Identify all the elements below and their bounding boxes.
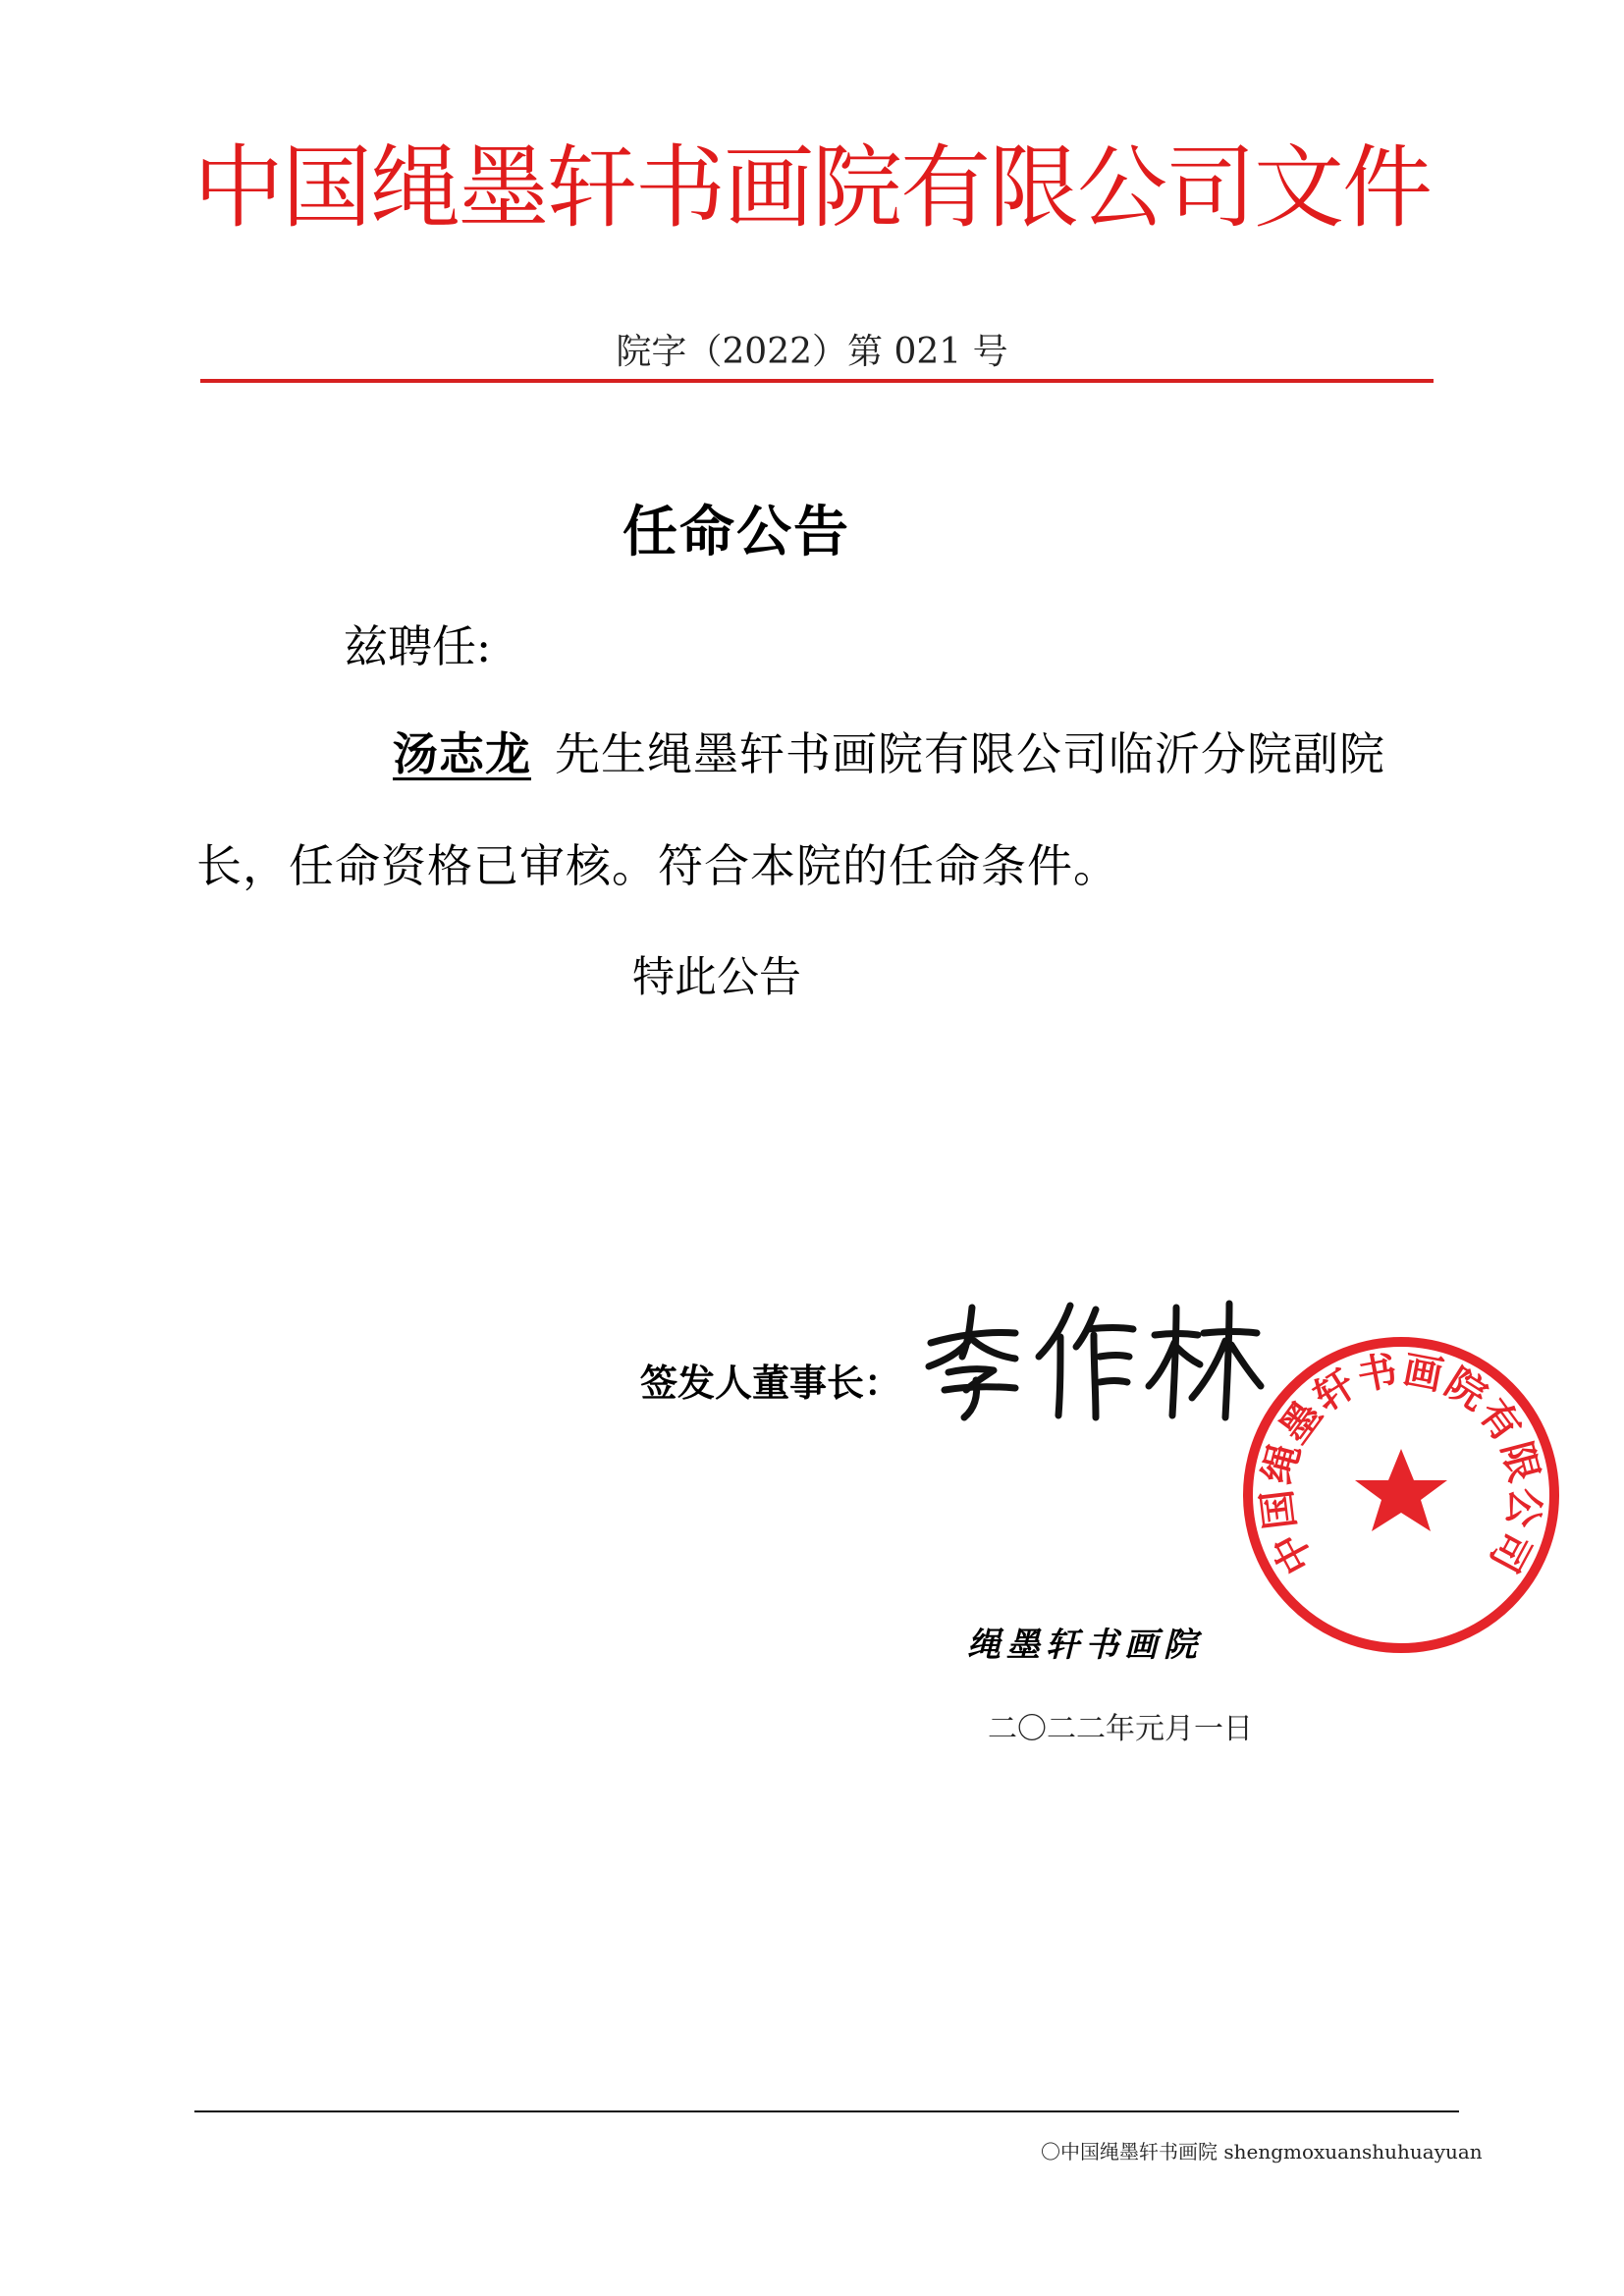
notice-greeting: 兹聘任: [344,620,492,672]
notice-title: 任命公告 [623,501,850,564]
notice-body-line-2: 长，任命资格已审核。符合本院的任命条件。 [196,839,1119,892]
company-seal [1239,1333,1563,1661]
issue-date: 二〇二二年元月一日 [988,1712,1253,1746]
seal-star-icon [1355,1449,1447,1531]
seal-image [1239,1333,1563,1657]
footer-text: 〇中国绳墨轩书画院 shengmoxuanshuhuayuan [1041,2140,1483,2163]
notice-body-line-1 [393,719,1385,783]
signature-image [913,1296,1267,1423]
footer-rule [194,2110,1459,2112]
notice-closing: 特此公告 [632,953,801,1002]
header-red-rule [200,379,1434,383]
notice-body-line-1-text: 先生绳墨轩书画院有限公司临沂分院副院 [555,727,1385,780]
signer-label: 签发人董事长： [640,1362,902,1405]
document-header-title: 中国绳墨轩书画院有限公司文件 [192,135,1431,240]
handwritten-signature [913,1296,1267,1427]
appointee-name: 汤志龙 [393,727,531,780]
seal-text: 中国绳墨轩书画院有限公司 [1254,1347,1548,1581]
document-number: 院字（2022）第 021 号 [616,332,1008,372]
issuer-organization: 绳墨轩书画院 [967,1626,1203,1665]
